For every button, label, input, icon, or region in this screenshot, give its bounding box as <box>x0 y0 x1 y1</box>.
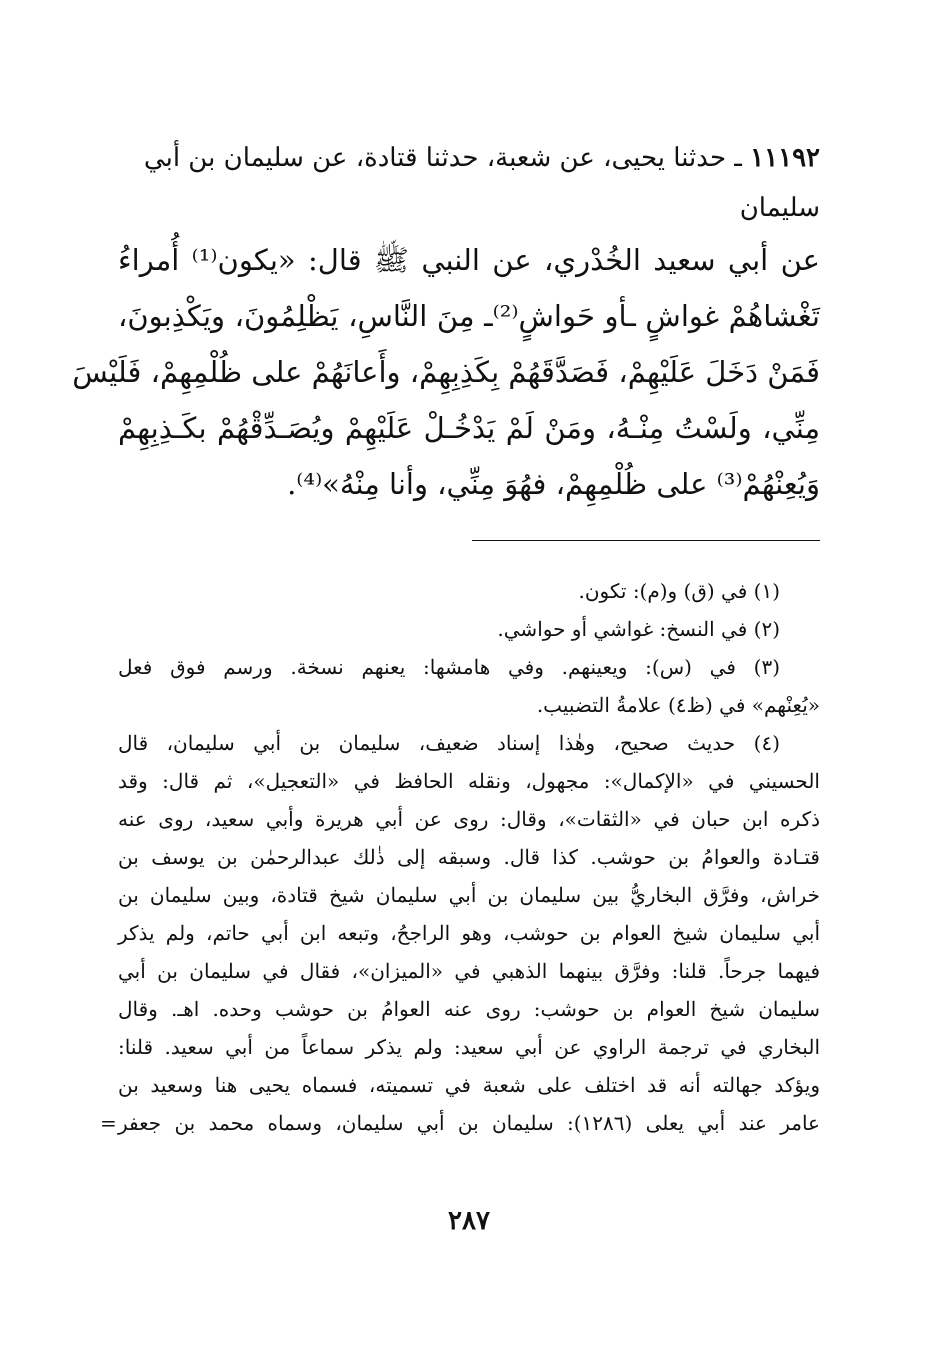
matn-line: تَغْشاهُمْ غواشٍ ـأو حَواشٍ⁽²⁾ـ مِنَ النَّاسِ، يَظْلِمُونَ، ويَكْذِبونَ، <box>118 299 820 333</box>
footnote-separator <box>472 540 820 541</box>
footnote-line: خراش، وفرَّق البخاريُّ بين سليمان بن أبي سليمان شيخ قتادة، وبين سليمان بن <box>118 883 820 907</box>
matn-line: مِنِّي، ولَسْتُ مِنْـهُ، ومَنْ لَمْ يَدْخُـلْ عَلَيْهِمْ ويُصَـدِّقْهُمْ بكَـذِبِهِمْ <box>118 411 820 445</box>
isnad-line-1: ـ حدثنا يحيى، عن شعبة، حدثنا قتادة، عن سليمان بن أبي <box>143 143 742 173</box>
matn-line: وَيُعِنْهُمْ⁽³⁾ على ظُلْمِهِمْ، فهُوَ مِنِّي، وأنا مِنْهُ»⁽⁴⁾. <box>287 467 820 501</box>
footnote-line: عامر عند أبي يعلى (١٢٨٦): سليمان بن أبي سليمان، وسماه محمد بن جعفر <box>118 1111 820 1135</box>
footnote-line: فيهما جرحاً. قلنا: وفرَّق بينهما الذهبي في «الميزان»، فقال في سليمان بن أبي <box>118 959 820 983</box>
hadith-number: ١١١٩٢ <box>750 143 820 173</box>
footnote-line: (١) في (ق) و(م): تكون. <box>578 579 780 603</box>
footnote-line: قتـادة والعوامُ بن حوشب. كذا قال. وسبقه إلى ذٰلك عبدالرحمٰن بن يوسف بن <box>118 845 820 869</box>
footnote-3 <box>118 648 820 724</box>
footnote-line: أبي سليمان شيخ العوام بن حوشب، وهو الراجحُ، وتبعه ابن أبي حاتم، ولم يذكر <box>118 921 820 945</box>
page-number: ٢٨٧ <box>448 1206 490 1236</box>
hadith-isnad <box>118 133 820 233</box>
isnad-line-2: سليمان <box>739 193 820 223</box>
footnotes <box>100 572 820 1142</box>
footnote-2 <box>118 610 820 648</box>
footnote-line: (٤) حديث صحيح، وهٰذا إسناد ضعيف، سليمان بن أبي سليمان، قال <box>118 731 780 755</box>
matn-line: فَمَنْ دَخَلَ عَلَيْهِمْ، فَصَدَّقَهُمْ بِكَذِبِهِمْ، وأَعانَهُمْ على ظُلْمِهِمْ، فَلَيْسَ <box>72 355 820 389</box>
footnote-1 <box>118 572 820 610</box>
book-page <box>72 0 820 1364</box>
hadith-matn <box>72 232 820 512</box>
footnote-line: «يُعِنْهم» في (ظ٤) علامةُ التضبيب. <box>536 693 820 717</box>
continuation-marker: = <box>100 1111 117 1135</box>
footnote-line: البخاري في ترجمة الراوي عن أبي سعيد: ولم يذكر سماعاً من أبي سعيد. قلنا: <box>118 1035 820 1059</box>
footnote-line: ذكره ابن حبان في «الثقات»، وقال: روى عن أبي هريرة وأبي سعيد، روى عنه <box>118 807 820 831</box>
footnote-line: (٣) في (س): ويعينهم. وفي هامشها: يعنهم نسخة. ورسم فوق فعل <box>118 655 780 679</box>
matn-line: عن أبي سعيد الخُدْري، عن النبي ﷺ قال: «يكون⁽¹⁾ أُمراءُ <box>118 243 820 277</box>
footnote-4 <box>100 724 820 1142</box>
footnote-line: (٢) في النسخ: غواشي أو حواشي. <box>497 617 780 641</box>
footnote-line: ويؤكد جهالته أنه قد اختلف على شعبة في تسميته، فسماه يحيى هنا وسعيد بن <box>118 1073 820 1097</box>
footnote-line: الحسيني في «الإكمال»: مجهول، ونقله الحافظ في «التعجيل»، ثم قال: وقد <box>118 769 820 793</box>
footnote-line: سليمان شيخ العوام بن حوشب: روى عنه العوامُ بن حوشب وحده. اهـ. وقال <box>118 997 820 1021</box>
